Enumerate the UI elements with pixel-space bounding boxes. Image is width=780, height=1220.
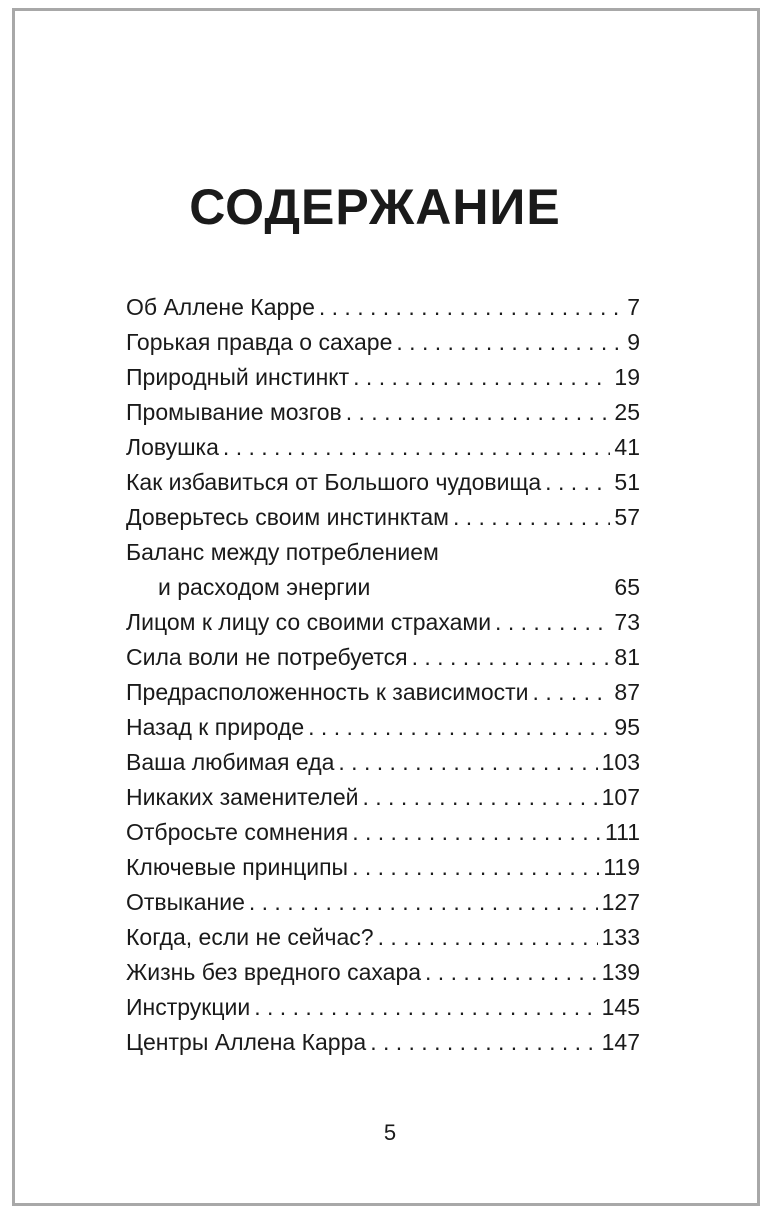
- toc-entry: [126, 745, 640, 780]
- toc-entry-page: 9: [627, 329, 640, 355]
- toc-entry-page: 127: [601, 889, 640, 915]
- toc-entry: [126, 465, 640, 500]
- toc-entry-title: Жизнь без вредного сахара: [126, 959, 422, 985]
- toc-entry-page: 119: [603, 854, 640, 880]
- dot-leader: [353, 360, 610, 395]
- dot-leader: [254, 990, 597, 1025]
- dot-leader: [533, 675, 611, 710]
- toc-entry: [126, 500, 640, 535]
- dot-leader: [495, 605, 610, 640]
- toc-entry-page: 81: [614, 644, 640, 670]
- toc-entry-page: 139: [601, 959, 640, 985]
- toc-entry-page: 73: [614, 609, 640, 635]
- page-title: СОДЕРЖАНИЕ: [189, 179, 561, 235]
- toc-entry-title: Сила воли не потребуется: [126, 644, 408, 670]
- toc-entry-page: 147: [601, 1029, 640, 1055]
- toc-entry: [126, 885, 640, 920]
- toc-entry: [126, 815, 640, 850]
- toc-entry-title: Промывание мозгов: [126, 399, 342, 425]
- toc-entry-title: Когда, если не сейчас?: [126, 924, 374, 950]
- dot-leader: [425, 955, 598, 990]
- dot-leader: [362, 780, 597, 815]
- toc-entry-page: 145: [601, 994, 640, 1020]
- toc-entry-line2: [126, 570, 640, 605]
- toc-entry: [126, 955, 640, 990]
- toc-entry: [126, 675, 640, 710]
- toc-entry-title-line2: и расходом энергии: [158, 574, 371, 600]
- toc-entry-title: Как избавиться от Большого чудовища: [126, 469, 542, 495]
- toc-entry-title: Доверьтесь своим инстинктам: [126, 504, 449, 530]
- toc-entry: [126, 325, 640, 360]
- dot-leader: [338, 745, 597, 780]
- toc-entry-page: 41: [614, 434, 640, 460]
- toc-entry-page: 51: [614, 469, 640, 495]
- toc-entry-title: Отвыкание: [126, 889, 245, 915]
- toc-entry-title: Отбросьте сомнения: [126, 819, 349, 845]
- table-of-contents: [126, 290, 640, 1060]
- toc-entry: [126, 1025, 640, 1060]
- toc-entry: [126, 640, 640, 675]
- dot-leader: [545, 465, 610, 500]
- dot-leader: [396, 325, 623, 360]
- toc-entry-page: 87: [614, 679, 640, 705]
- toc-entry-title: Ловушка: [126, 434, 219, 460]
- toc-entry: [126, 990, 640, 1025]
- toc-entry-title-line1: Баланс между потреблением: [126, 539, 439, 565]
- dot-leader: [308, 710, 610, 745]
- toc-entry: [126, 290, 640, 325]
- toc-entry-title: Предрасположенность к зависимости: [126, 679, 529, 705]
- toc-entry-page: 57: [614, 504, 640, 530]
- toc-entry-page: 65: [614, 574, 640, 600]
- dot-leader: [223, 430, 610, 465]
- dot-leader: [370, 1025, 597, 1060]
- dot-leader: [352, 850, 599, 885]
- toc-entry-page: 95: [614, 714, 640, 740]
- toc-entry: [126, 780, 640, 815]
- toc-entry: [126, 430, 640, 465]
- toc-entry-title: Никаких заменителей: [126, 784, 359, 810]
- toc-entry: [126, 710, 640, 745]
- toc-entry-page: 107: [601, 784, 640, 810]
- toc-entry: [126, 395, 640, 430]
- toc-entry-title: Горькая правда о сахаре: [126, 329, 393, 355]
- toc-entry-title: Инструкции: [126, 994, 251, 1020]
- dot-leader: [352, 815, 601, 850]
- toc-entry-title: Об Аллене Карре: [126, 294, 315, 320]
- toc-entry: [126, 605, 640, 640]
- dot-leader: [378, 920, 598, 955]
- toc-entry-title: Ключевые принципы: [126, 854, 349, 880]
- dot-leader: [412, 640, 611, 675]
- toc-entry-title: Природный инстинкт: [126, 364, 350, 390]
- toc-entry-page: 133: [601, 924, 640, 950]
- page-number: 5: [383, 1120, 397, 1145]
- toc-entry: [126, 850, 640, 885]
- toc-entry: [126, 360, 640, 395]
- toc-entry-title: Ваша любимая еда: [126, 749, 335, 775]
- toc-entry-page: 19: [614, 364, 640, 390]
- dot-leader: [346, 395, 611, 430]
- toc-entry-title: Лицом к лицу со своими страхами: [126, 609, 492, 635]
- toc-entry-page: 25: [614, 399, 640, 425]
- toc-entry-page: 103: [601, 749, 640, 775]
- dot-leader: [319, 290, 623, 325]
- toc-entry-page: 111: [605, 819, 640, 845]
- dot-leader: [249, 885, 598, 920]
- toc-entry-title: Центры Аллена Карра: [126, 1029, 367, 1055]
- toc-entry-title: Назад к природе: [126, 714, 305, 740]
- toc-entry: [126, 535, 640, 605]
- dot-leader: [453, 500, 610, 535]
- toc-entry-page: 7: [627, 294, 640, 320]
- toc-entry: [126, 920, 640, 955]
